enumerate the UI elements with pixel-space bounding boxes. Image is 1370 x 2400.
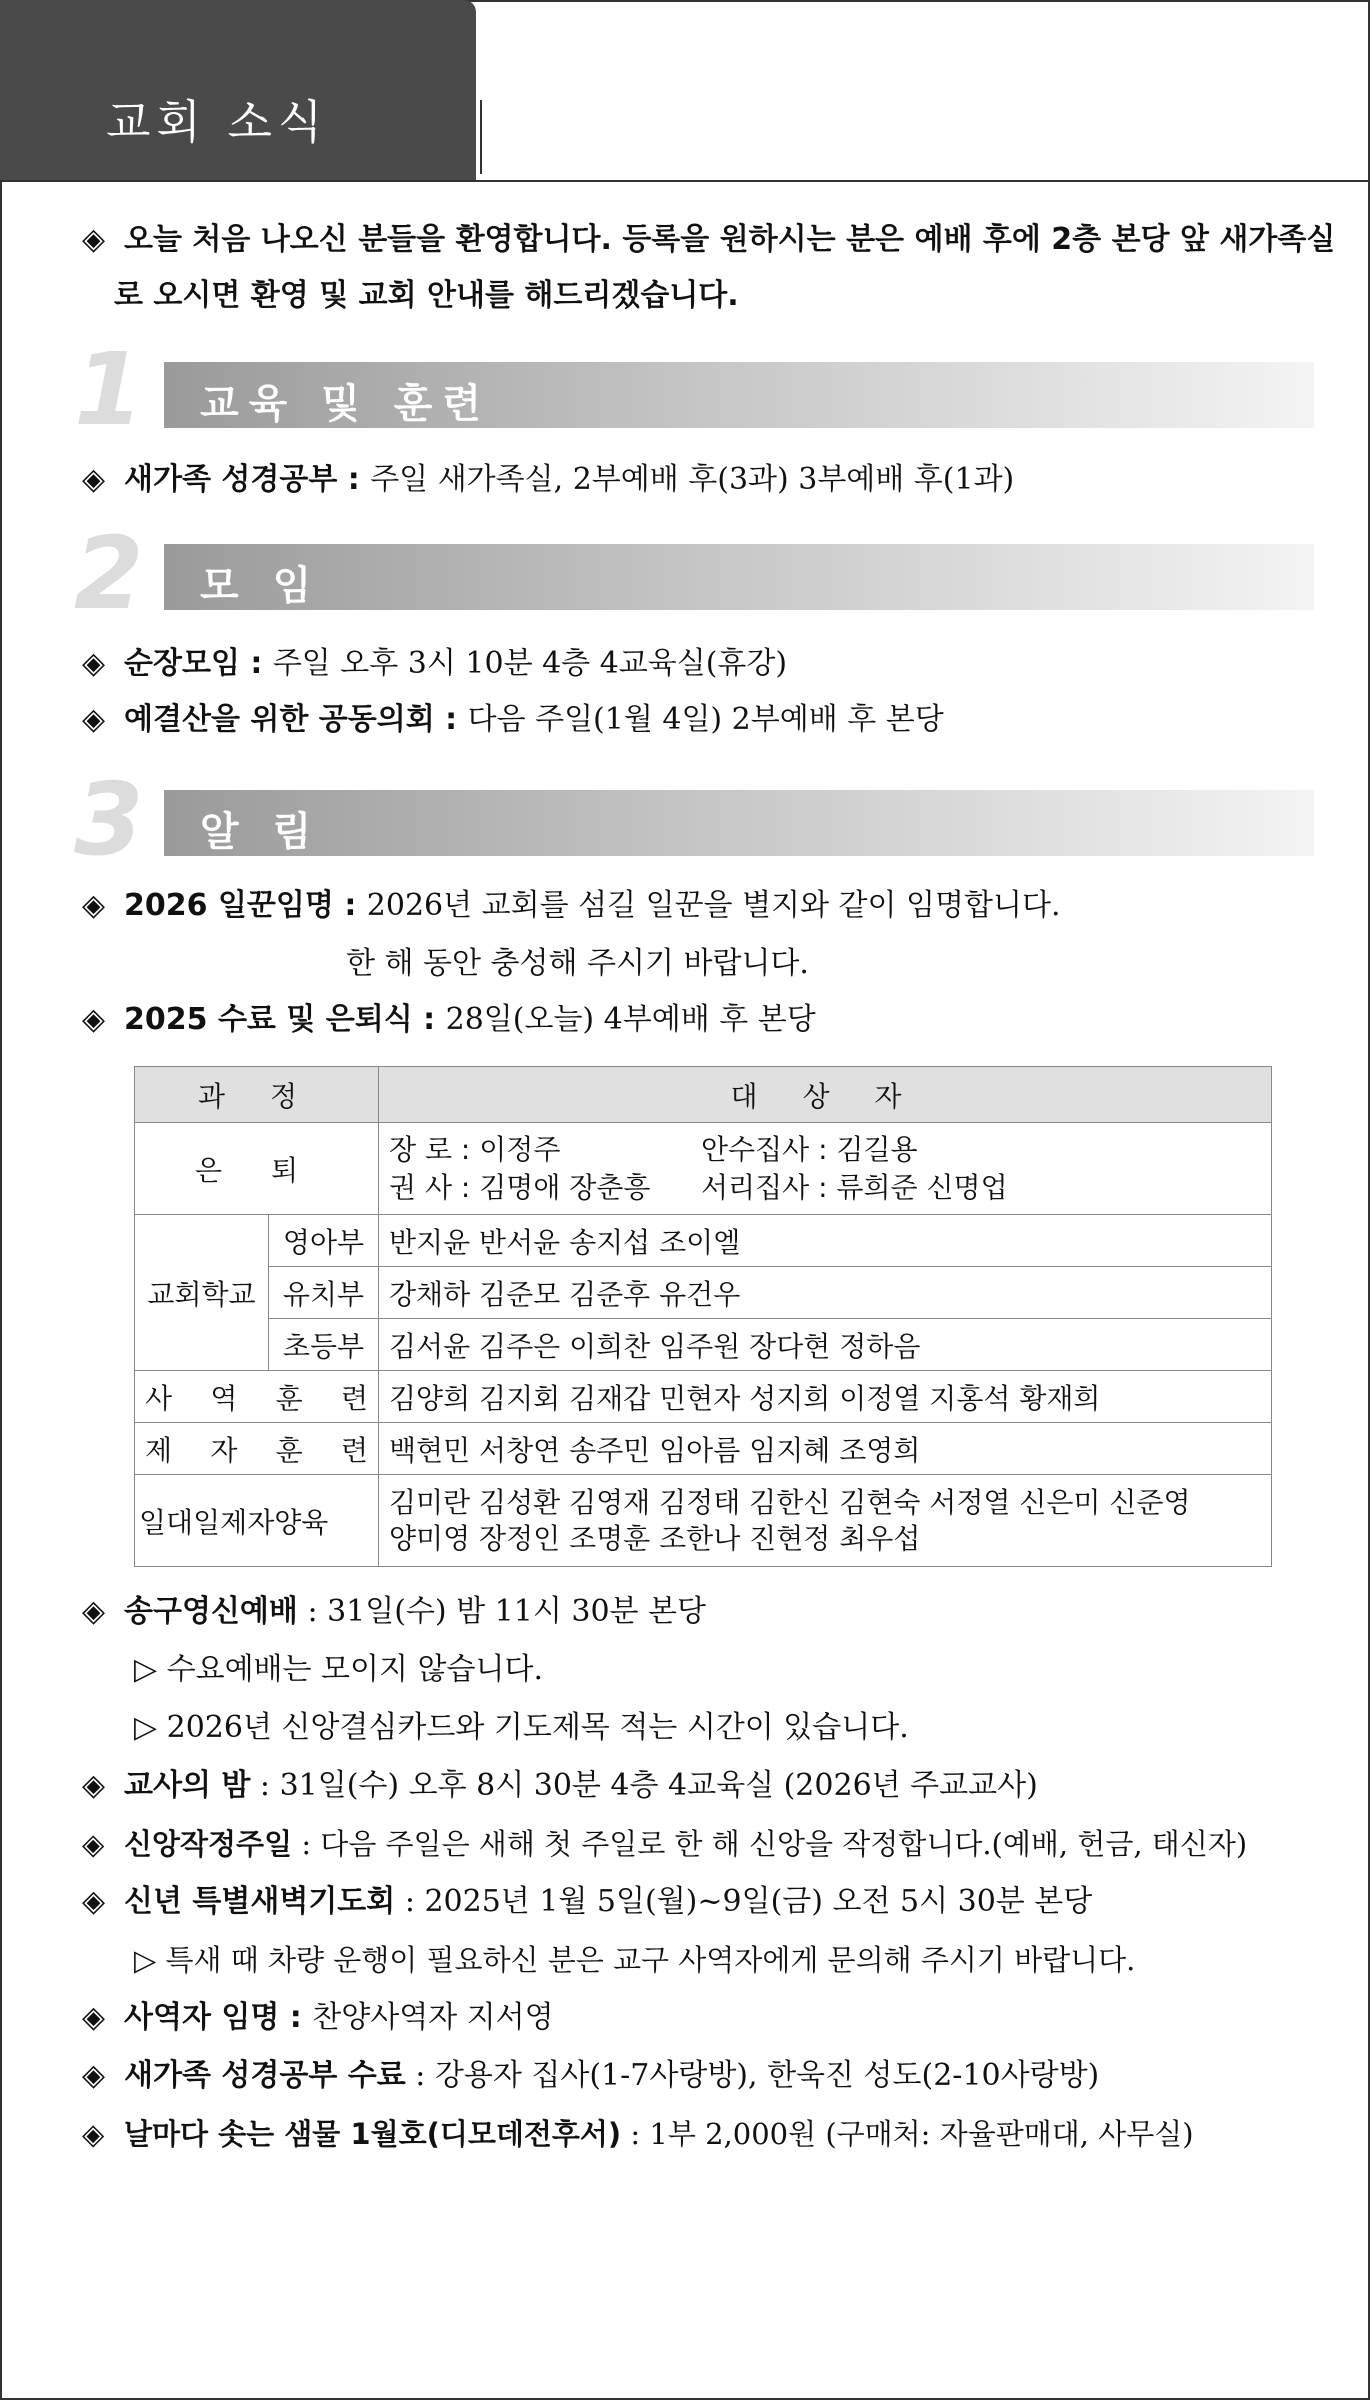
notice-newfamily: ◈ 새가족 성경공부 수료 : 강용자 집사(1-7사랑방), 한욱진 성도(2-10사랑방) — [82, 2056, 1099, 2096]
diamond-bullet-icon: ◈ — [82, 1884, 106, 1919]
table-row — [135, 1475, 1272, 1567]
roster-table — [134, 1066, 1272, 1567]
meeting-item: ◈ 예결산을 위한 공동의회 : 다음 주일(1월 4일) 2부예배 후 본당 — [82, 700, 944, 740]
section-number-1: 1 — [74, 331, 144, 448]
row-label-retire: 은 퇴 — [135, 1123, 379, 1215]
notice-yearend-sub-2: ▷ 2026년 신앙결심카드와 기도제목 적는 시간이 있습니다. — [134, 1710, 909, 1745]
disciple-names: 백현민 서창연 송주민 임아름 임지혜 조영희 — [379, 1423, 1272, 1475]
section-title-education: 교육 및 훈련 — [200, 381, 492, 427]
diamond-bullet-icon: ◈ — [82, 1768, 106, 1803]
header-rule — [0, 180, 1370, 182]
welcome-line-1: ◈ 오늘 처음 나오신 분들을 환영합니다. 등록을 원하시는 분은 예배 후에 2층 본당 앞 새가족실 — [82, 220, 1335, 260]
section-bar-notices — [164, 790, 1314, 856]
notice-faith: ◈ 신앙작정주일 : 다음 주일은 새해 첫 주일로 한 해 신앙을 작정합니다.(예배, 헌금, 태신자) — [82, 1824, 1247, 1864]
table-row — [135, 1319, 1272, 1371]
notice-spring: ◈ 날마다 솟는 샘물 1월호(디모데전후서) : 1부 2,000원 (구매처: 자율판매대, 사무실) — [82, 2114, 1194, 2154]
section-number-3: 3 — [74, 761, 144, 878]
school-dept: 유치부 — [269, 1267, 379, 1319]
retire-names: 장 로 : 이정주 안수집사 : 김길용 권 사 : 김명애 장춘흥 서리집사 : 류희준 신명업 — [379, 1123, 1272, 1215]
header-tab — [0, 0, 476, 180]
notice-yearend: ◈ 송구영신예배 : 31일(수) 밤 11시 30분 본당 — [82, 1592, 706, 1632]
notice-appointment-line-2: 한 해 동안 충성해 주시기 바랍니다. — [346, 946, 809, 981]
school-dept: 초등부 — [269, 1319, 379, 1371]
notice-dawn: ◈ 신년 특별새벽기도회 : 2025년 1월 5일(월)~9일(금) 오전 5시 30분 본당 — [82, 1882, 1092, 1922]
table-row — [135, 1215, 1272, 1267]
section-bar-education — [164, 362, 1314, 428]
row-label-one-on-one: 일대일제자양육 — [135, 1475, 379, 1567]
diamond-bullet-icon: ◈ — [82, 462, 106, 497]
table-row — [135, 1371, 1272, 1423]
notice-yearend-sub-1: ▷ 수요예배는 모이지 않습니다. — [134, 1652, 543, 1687]
section-title-notices: 알 림 — [200, 809, 322, 855]
row-label-ministry: 사 역 훈 련 — [135, 1371, 379, 1423]
ministry-names: 김양희 김지회 김재갑 민현자 성지희 이정열 지홍석 황재희 — [379, 1371, 1272, 1423]
page-title: 교회 소식 — [106, 95, 329, 149]
section-bar-meetings — [164, 544, 1314, 610]
education-item: ◈ 새가족 성경공부 : 주일 새가족실, 2부예배 후(3과) 3부예배 후(1과) — [82, 460, 1014, 500]
school-names: 반지윤 반서윤 송지섭 조이엘 — [379, 1215, 1272, 1267]
diamond-bullet-icon: ◈ — [82, 2000, 106, 2035]
school-names: 김서윤 김주은 이희찬 임주원 장다현 정하음 — [379, 1319, 1272, 1371]
row-label-disciple: 제 자 훈 련 — [135, 1423, 379, 1475]
diamond-bullet-icon: ◈ — [82, 2058, 106, 2093]
table-row — [135, 1267, 1272, 1319]
table-row — [135, 1423, 1272, 1475]
table-header-row — [135, 1067, 1272, 1123]
diamond-bullet-icon: ◈ — [82, 1002, 106, 1037]
notice-dawn-sub-1: ▷ 특새 때 차량 운행이 필요하신 분은 교구 사역자에게 문의해 주시기 바랍니다. — [134, 1943, 1136, 1977]
one-on-one-names: 김미란 김성환 김영재 김정태 김한신 김현숙 서정열 신은미 신준영 양미영 장정인 조명훈 조한나 진현정 최우섭 — [379, 1475, 1272, 1567]
diamond-bullet-icon: ◈ — [82, 222, 106, 257]
header-divider — [480, 100, 482, 174]
diamond-bullet-icon: ◈ — [82, 2117, 105, 2151]
welcome-line-2: 로 오시면 환영 및 교회 안내를 해드리겠습니다. — [114, 278, 739, 313]
meeting-item: ◈ 순장모임 : 주일 오후 3시 10분 4층 4교육실(휴강) — [82, 644, 787, 684]
row-label-school: 교회학교 — [135, 1215, 269, 1371]
diamond-bullet-icon: ◈ — [82, 1594, 106, 1629]
diamond-bullet-icon: ◈ — [82, 888, 106, 923]
diamond-bullet-icon: ◈ — [82, 702, 106, 737]
table-header-course: 과 정 — [135, 1067, 379, 1123]
school-dept: 영아부 — [269, 1215, 379, 1267]
notice-minister: ◈ 사역자 임명 : 찬양사역자 지서영 — [82, 1998, 554, 2038]
notice-appointment: ◈ 2026 일꾼임명 : 2026년 교회를 섬길 일꾼을 별지와 같이 임명합니다. — [82, 886, 1061, 926]
section-title-meetings: 모 임 — [200, 563, 322, 609]
section-number-2: 2 — [74, 515, 144, 632]
notice-graduation: ◈ 2025 수료 및 은퇴식 : 28일(오늘) 4부예배 후 본당 — [82, 1000, 816, 1040]
school-names: 강채하 김준모 김준후 유건우 — [379, 1267, 1272, 1319]
table-row — [135, 1123, 1272, 1215]
notice-teachers: ◈ 교사의 밤 : 31일(수) 오후 8시 30분 4층 4교육실 (2026년 주교교사) — [82, 1766, 1038, 1806]
diamond-bullet-icon: ◈ — [82, 646, 106, 681]
table-header-people: 대 상 자 — [379, 1067, 1272, 1123]
diamond-bullet-icon: ◈ — [82, 1827, 105, 1861]
